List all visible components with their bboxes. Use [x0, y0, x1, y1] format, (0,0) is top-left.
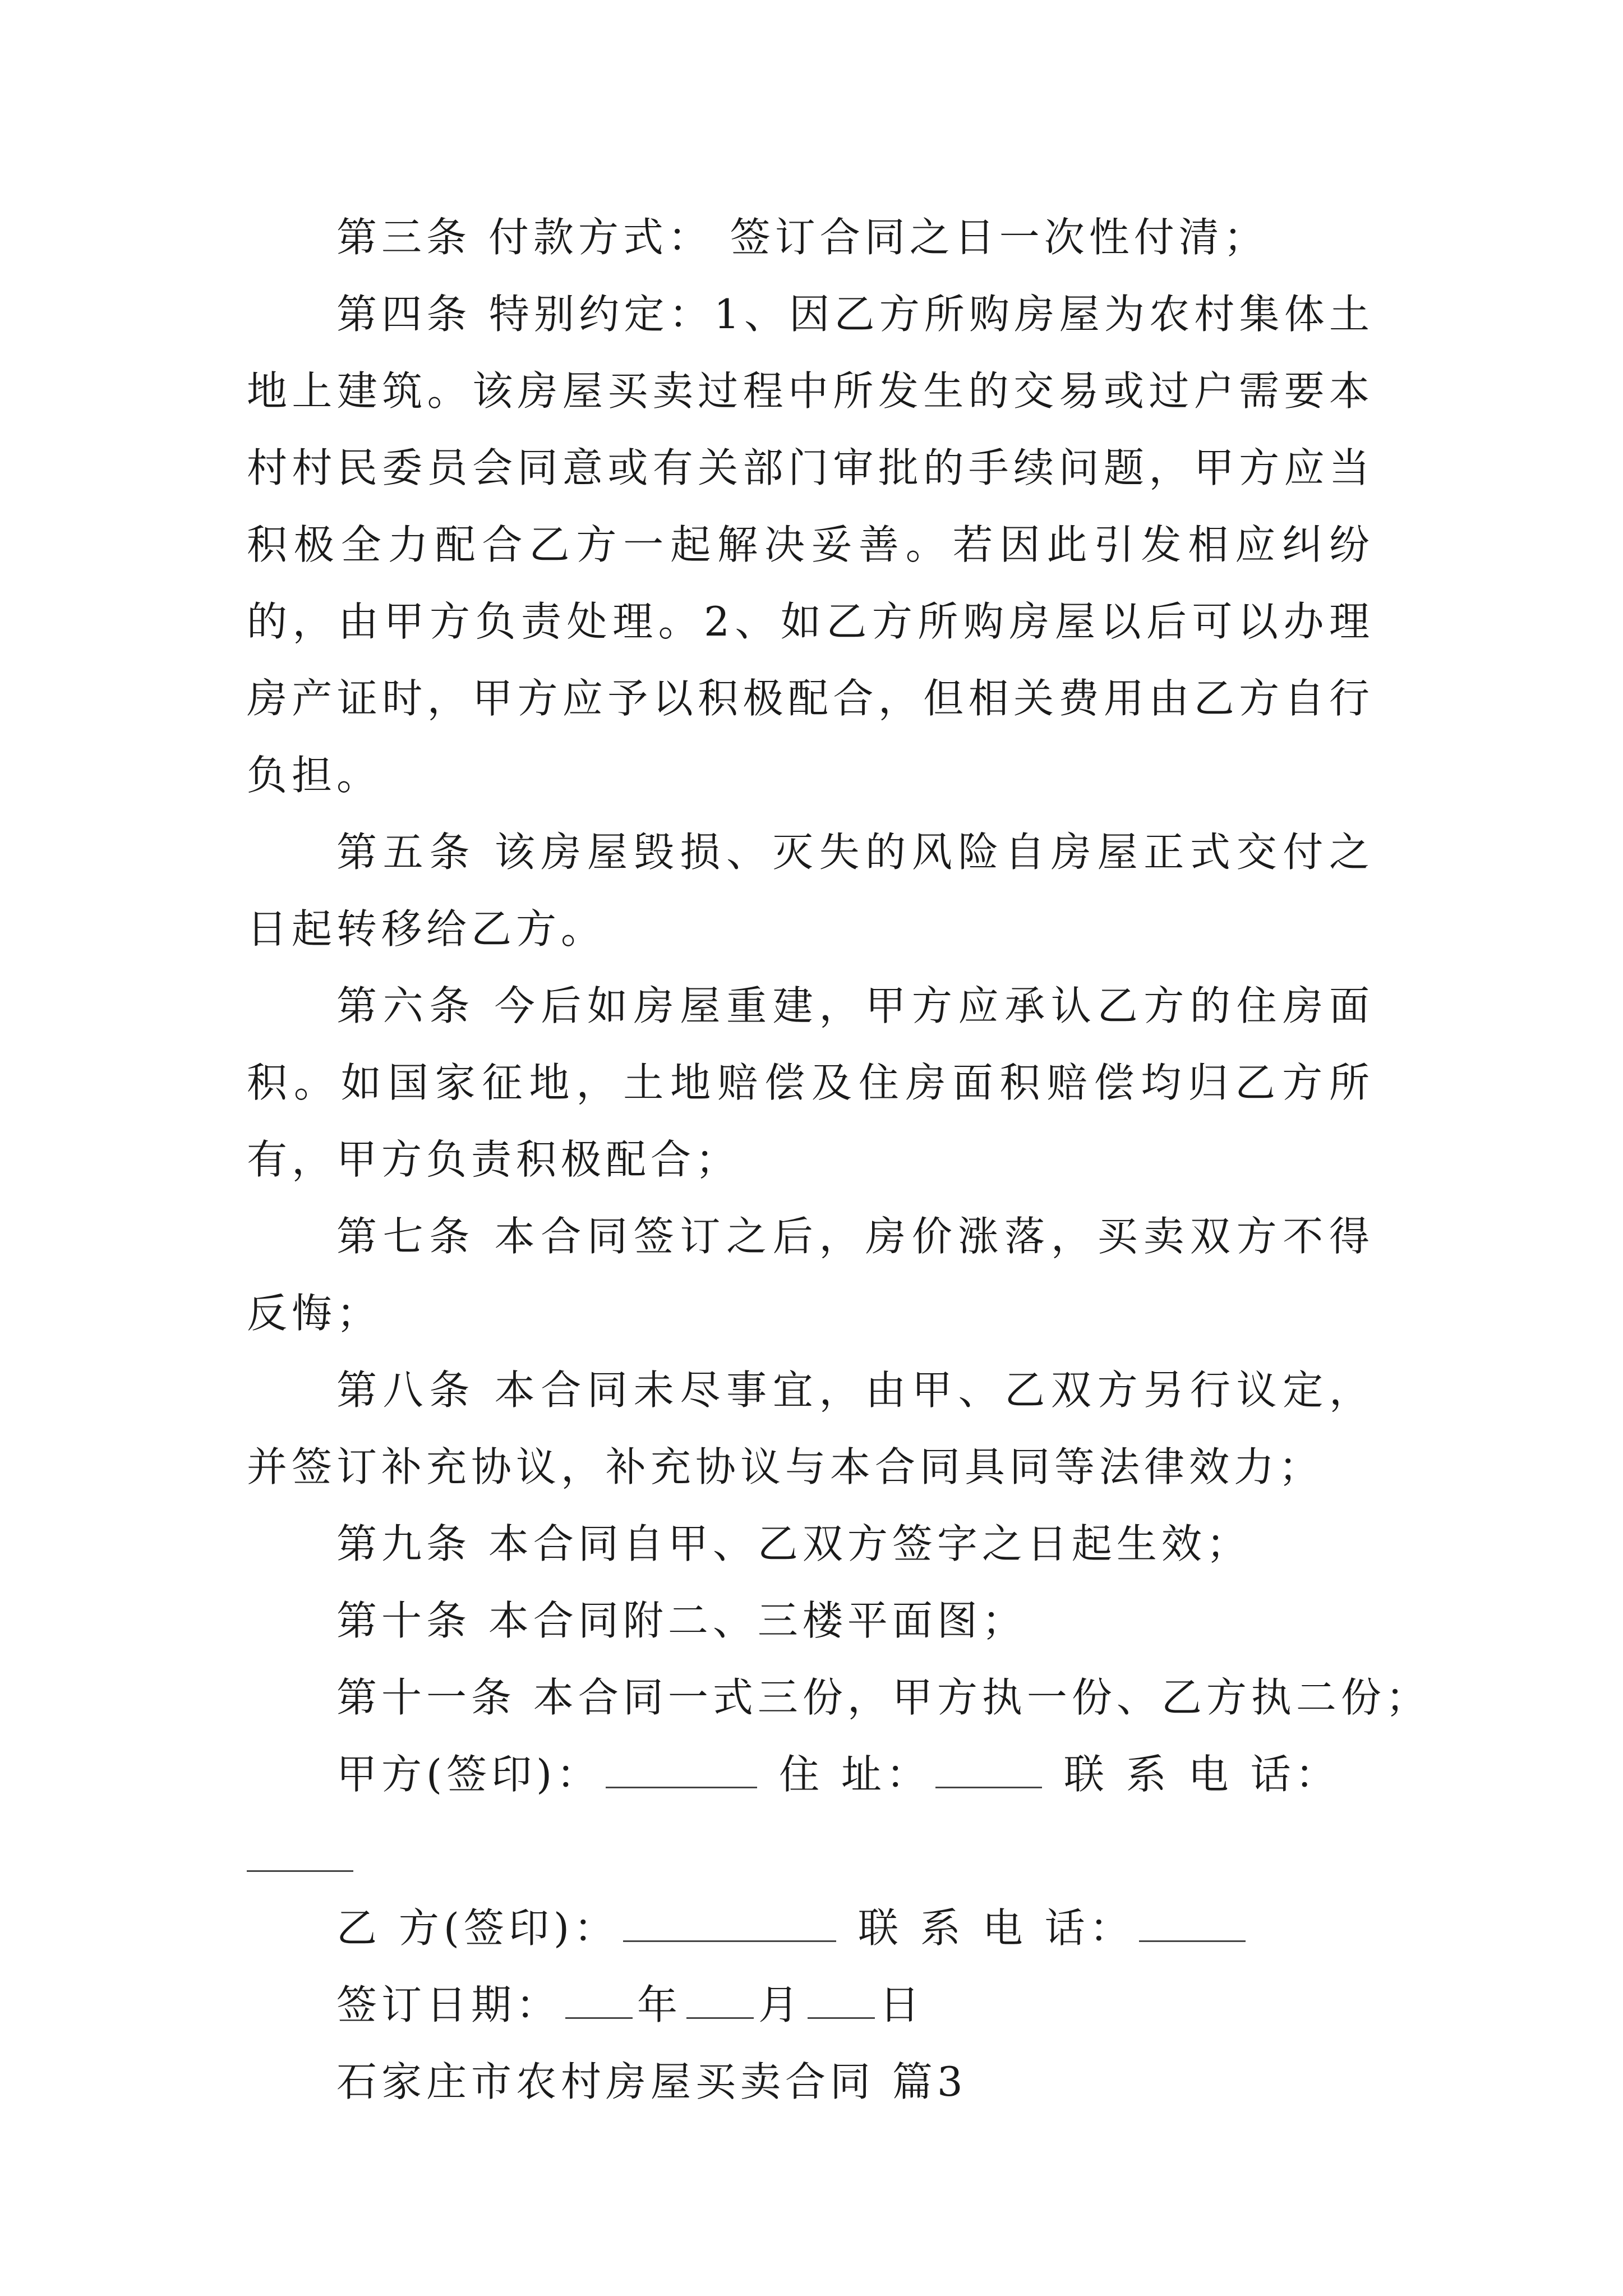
party-b-phone-blank[interactable] [1139, 1900, 1246, 1942]
contract-body [247, 199, 1431, 2120]
date-label: 签订日期： [336, 1981, 561, 2028]
year-blank[interactable] [565, 1977, 633, 2019]
article-6: 第六条 今后如房屋重建，甲方应承认乙方的住房面积。如国家征地，土地赔偿及住房面积赔偿均归乙方所有，甲方负责积极配合； [247, 982, 1374, 1183]
sign-date-line [247, 1967, 1374, 2044]
month-label: 月 [758, 1981, 804, 2028]
party-a-phone-blank[interactable] [247, 1830, 353, 1872]
party-b-signature-line [247, 1890, 1374, 1967]
party-a-label: 甲方(签印)： [336, 1751, 602, 1798]
article-3: 第三条 付款方式： 签订合同之日一次性付清； [336, 214, 1269, 261]
party-b-label: 乙 方(签印)： [336, 1904, 619, 1952]
article-9: 第九条 本合同自甲、乙双方签字之日起生效； [336, 1520, 1251, 1567]
day-label: 日 [879, 1981, 925, 2028]
phone-label-b: 联 系 电 话： [857, 1904, 1135, 1952]
phone-label-a: 联 系 电 话： [1063, 1751, 1340, 1798]
article-10: 第十条 本合同附二、三楼平面图； [336, 1597, 1027, 1644]
article-8: 第八条 本合同未尽事宜，由甲、乙双方另行议定，并签订补充协议，补充协议与本合同具同等法律效力； [247, 1366, 1374, 1490]
address-blank[interactable] [935, 1746, 1042, 1788]
article-11: 第十一条 本合同一式三份，甲方执一份、乙方执二份； [336, 1674, 1431, 1721]
article-5: 第五条 该房屋毁损、灭失的风险自房屋正式交付之日起转移给乙方。 [247, 829, 1374, 953]
next-section-title: 石家庄市农村房屋买卖合同 篇3 [336, 2058, 967, 2105]
party-a-phone-line [247, 1813, 1374, 1890]
article-4: 第四条 特别约定：1、因乙方所购房屋为农村集体土地上建筑。该房屋买卖过程中所发生的交易或过户需要本村村民委员会同意或有关部门审批的手续问题，甲方应当积极全力配合乙方一起解决妥善。若因此引发相应纠纷的，由甲方负责处理。2、如乙方所购房屋以后可以办理房产证时，甲方应予以积极配合，但相关费用由乙方自行负担。 [247, 291, 1374, 799]
year-label: 年 [637, 1981, 683, 2028]
party-b-signature-blank[interactable] [623, 1900, 836, 1942]
address-label: 住 址： [779, 1751, 931, 1798]
party-a-signature-line [247, 1736, 1374, 1813]
month-blank[interactable] [686, 1977, 754, 2019]
party-a-signature-blank[interactable] [606, 1746, 757, 1788]
article-7: 第七条 本合同签订之后，房价涨落，买卖双方不得反悔； [247, 1213, 1374, 1337]
day-blank[interactable] [808, 1977, 875, 2019]
